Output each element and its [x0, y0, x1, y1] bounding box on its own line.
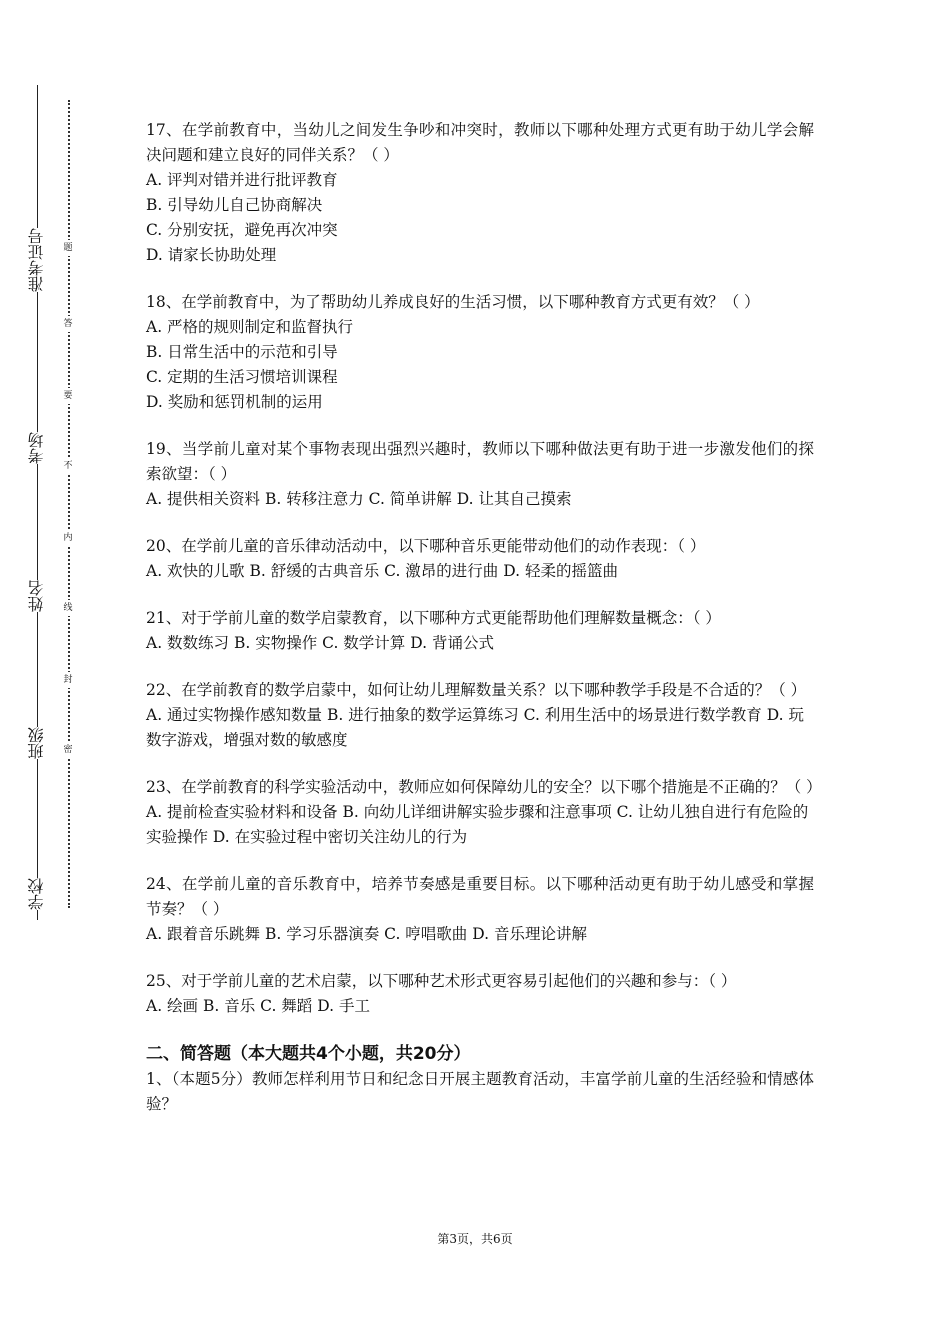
- seal-char: 题: [60, 240, 76, 256]
- seal-char: 线: [60, 600, 76, 616]
- options-line: A. 通过实物操作感知数量 B. 进行抽象的数学运算练习 C. 利用生活中的场景进行数学教育 D. 玩数字游戏，增强对数的敏感度: [146, 706, 804, 749]
- options-line: A. 欢快的儿歌 B. 舒缓的古典音乐 C. 激昂的进行曲 D. 轻柔的摇篮曲: [146, 562, 618, 580]
- seal-char: 要: [60, 388, 76, 404]
- question-stem: 19、当学前儿童对某个事物表现出强烈兴趣时，教师以下哪种做法更有助于进一步激发他们的探索欲望：（ ）: [146, 440, 814, 483]
- seal-char: 密: [60, 742, 76, 758]
- binding-solid-line: [37, 85, 38, 920]
- question-22: [146, 678, 814, 753]
- question-19: [146, 437, 814, 512]
- seal-char: 不: [60, 458, 76, 474]
- question-17: [146, 118, 814, 268]
- options-line: A. 跟着音乐跳舞 B. 学习乐器演奏 C. 哼唱歌曲 D. 音乐理论讲解: [146, 925, 587, 943]
- seal-char: 内: [60, 530, 76, 546]
- question-stem: 18、在学前教育中，为了帮助幼儿养成良好的生活习惯，以下哪种教育方式更有效？（ ）: [146, 293, 760, 311]
- binding-margin: [0, 0, 110, 1344]
- question-stem: 17、在学前教育中，当幼儿之间发生争吵和冲突时，教师以下哪种处理方式更有助于幼儿学会解决问题和建立良好的同伴关系？（ ）: [146, 121, 814, 164]
- option-d: D. 奖励和惩罚机制的运用: [146, 393, 323, 411]
- section-heading: 二、简答题（本大题共4个小题，共20分）: [146, 1044, 471, 1064]
- question-21: [146, 606, 814, 656]
- question-20: [146, 534, 814, 584]
- exam-room-label: 考场: [27, 432, 46, 464]
- options-line: A. 数数练习 B. 实物操作 C. 数学计算 D. 背诵公式: [146, 634, 494, 652]
- exam-content: [146, 118, 822, 1117]
- options-line: A. 提前检查实验材料和设备 B. 向幼儿详细讲解实验步骤和注意事项 C. 让幼儿独自进行有危险的实验操作 D. 在实验过程中密切关注幼儿的行为: [146, 803, 809, 846]
- question-25: [146, 969, 814, 1019]
- option-c: C. 分别安抚，避免再次冲突: [146, 221, 338, 239]
- question-stem: 20、在学前儿童的音乐律动活动中，以下哪种音乐更能带动他们的动作表现：（ ）: [146, 537, 706, 555]
- short-answer-question-1: 1、（本题5分）教师怎样利用节日和纪念日开展主题教育活动，丰富学前儿童的生活经验和情感体验？: [146, 1070, 814, 1113]
- exam-id-label: 准考证号: [27, 228, 46, 292]
- options-line: A. 提供相关资料 B. 转移注意力 C. 简单讲解 D. 让其自己摸索: [146, 490, 572, 508]
- seal-char: 封: [60, 672, 76, 688]
- question-24: [146, 872, 814, 947]
- options-line: A. 绘画 B. 音乐 C. 舞蹈 D. 手工: [146, 997, 370, 1015]
- seal-char: 答: [60, 316, 76, 332]
- page-number: 第3页，共6页: [437, 1232, 513, 1246]
- question-23: [146, 775, 822, 850]
- school-label: 学校: [27, 878, 46, 910]
- question-stem: 24、在学前儿童的音乐教育中，培养节奏感是重要目标。以下哪种活动更有助于幼儿感受和掌握节奏？（ ）: [146, 875, 814, 918]
- option-b: B. 日常生活中的示范和引导: [146, 343, 338, 361]
- binding-dotted-line: [68, 100, 70, 908]
- question-18: [146, 290, 814, 415]
- question-stem: 23、在学前教育的科学实验活动中，教师应如何保障幼儿的安全？以下哪个措施是不正确的？（ ）: [146, 778, 822, 796]
- name-label: 姓名: [27, 580, 46, 612]
- question-stem: 21、对于学前儿童的数学启蒙教育，以下哪种方式更能帮助他们理解数量概念：（ ）: [146, 609, 721, 627]
- option-c: C. 定期的生活习惯培训课程: [146, 368, 338, 386]
- option-d: D. 请家长协助处理: [146, 246, 277, 264]
- option-a: A. 严格的规则制定和监督执行: [146, 318, 354, 336]
- question-stem: 22、在学前教育的数学启蒙中，如何让幼儿理解数量关系？以下哪种教学手段是不合适的？（ ）: [146, 681, 807, 699]
- option-a: A. 评判对错并进行批评教育: [146, 171, 338, 189]
- class-label: 班级: [27, 727, 46, 759]
- question-stem: 25、对于学前儿童的艺术启蒙，以下哪种艺术形式更容易引起他们的兴趣和参与：（ ）: [146, 972, 737, 990]
- option-b: B. 引导幼儿自己协商解决: [146, 196, 323, 214]
